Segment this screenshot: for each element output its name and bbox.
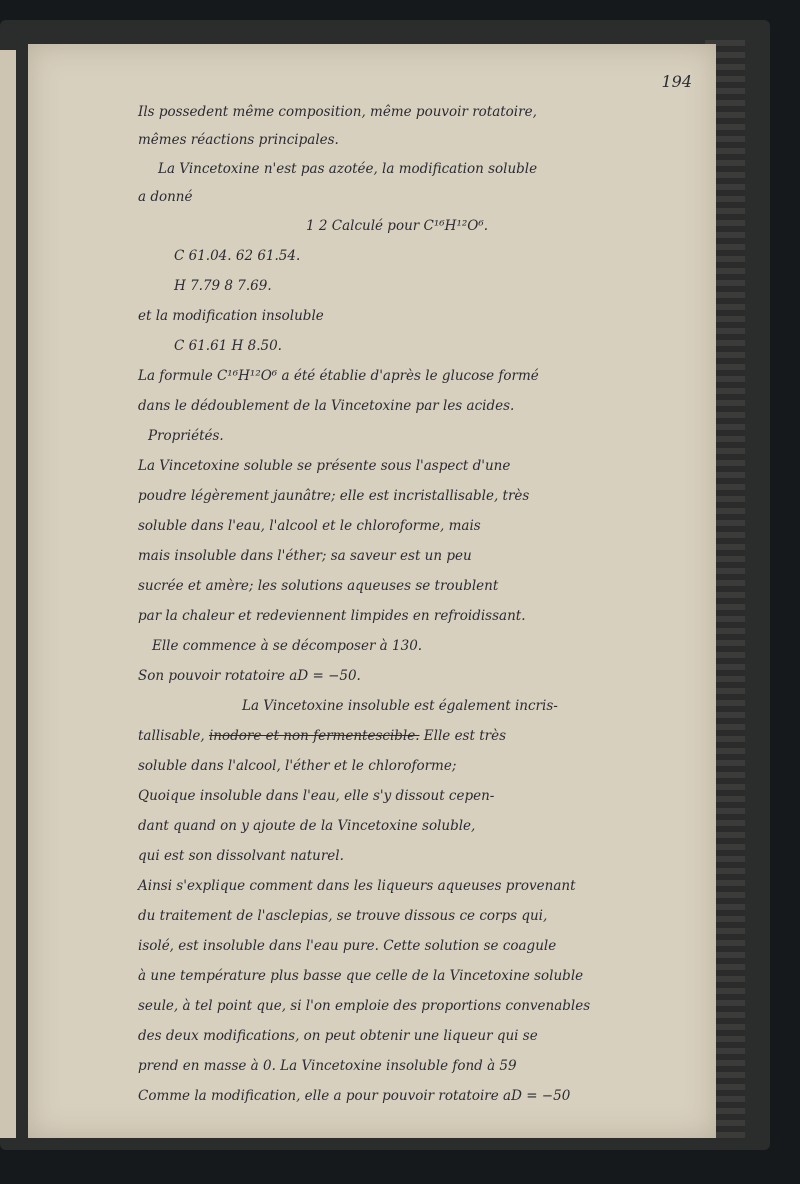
line-2: mêmes réactions principales. [138, 132, 339, 148]
left-page-edge [0, 50, 16, 1138]
struck-out-text: inodore et non fermentescible. [208, 728, 420, 744]
line-13: La Vincetoxine soluble se présente sous l'aspect d'une [138, 458, 511, 474]
line-23: soluble dans l'alcool, l'éther et le chloroforme; [138, 758, 457, 774]
line-20: Son pouvoir rotatoire aD = −50. [138, 668, 361, 684]
line-14: poudre légèrement jaunâtre; elle est incristallisable, très [138, 488, 530, 504]
line-28: du traitement de l'asclepias, se trouve dissous ce corps qui, [138, 908, 548, 924]
line-25: dant quand on y ajoute de la Vincetoxine soluble, [138, 818, 476, 834]
line-19: Elle commence à se décomposer à 130. [152, 638, 423, 654]
analysis-row-insoluble: C 61.61 H 8.50. [174, 338, 282, 354]
line-10: La formule C¹⁶H¹²O⁶ a été établie d'après le glucose formé [138, 368, 539, 384]
line-26: qui est son dissolvant naturel. [138, 848, 344, 864]
line-4: a donné [138, 189, 193, 205]
section-heading: Propriétés. [148, 428, 224, 444]
line-31: seule, à tel point que, si l'on emploie des proportions convenables [138, 998, 591, 1014]
line-32: des deux modifications, on peut obtenir une liqueur qui se [138, 1028, 538, 1044]
line-15: soluble dans l'eau, l'alcool et le chloroforme, mais [138, 518, 481, 534]
line-11: dans le dédoublement de la Vincetoxine par les acides. [138, 398, 515, 414]
line-24: Quoique insoluble dans l'eau, elle s'y dissout cepen- [138, 788, 495, 804]
line-34: Comme la modification, elle a pour pouvoir rotatoire aD = −50 [138, 1088, 571, 1104]
line-16: mais insoluble dans l'éther; sa saveur est un peu [138, 548, 472, 564]
analysis-row-c: C 61.04. 62 61.54. [174, 248, 301, 264]
line-30: à une température plus basse que celle de la Vincetoxine soluble [138, 968, 584, 984]
line-22-end: Elle est très [423, 728, 506, 744]
line-17: sucrée et amère; les solutions aqueuses se troublent [138, 578, 499, 594]
line-27: Ainsi s'explique comment dans les liqueurs aqueuses provenant [138, 878, 576, 894]
line-22-start: tallisable, [138, 728, 205, 744]
line-21: La Vincetoxine insoluble est également incris- [242, 698, 558, 714]
line-1: Ils possedent même composition, même pouvoir rotatoire, [138, 104, 537, 120]
line-22 [138, 728, 506, 744]
analysis-header: 1 2 Calculé pour C¹⁶H¹²O⁶. [306, 218, 489, 234]
page-number: 194 [661, 72, 692, 91]
line-33: prend en masse à 0. La Vincetoxine insoluble fond à 59 [138, 1058, 517, 1074]
line-18: par la chaleur et redeviennent limpides en refroidissant. [138, 608, 526, 624]
analysis-row-h: H 7.79 8 7.69. [174, 278, 272, 294]
line-3: La Vincetoxine n'est pas azotée, la modification soluble [158, 161, 538, 177]
line-8: et la modification insoluble [138, 308, 324, 324]
line-29: isolé, est insoluble dans l'eau pure. Cette solution se coagule [138, 938, 557, 954]
